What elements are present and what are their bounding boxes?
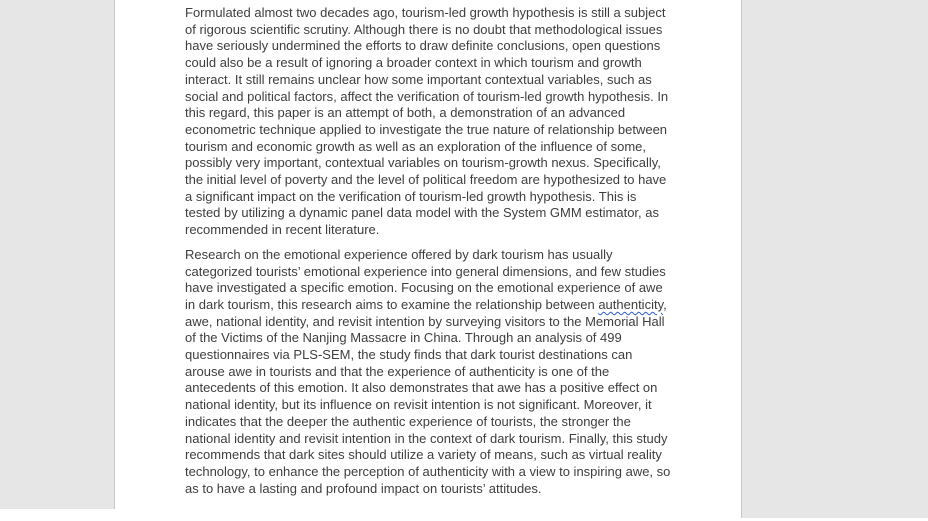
document-page: [115, 0, 741, 521]
grammar-flagged-word: authenticity: [598, 296, 664, 312]
abstract-paragraph-tourism-growth: Formulated almost two decades ago, tourism-led growth hypothesis is still a subject of rigorous scientific scrutiny. Although there is no doubt that methodological issues have seriously undermined the efforts to draw definite conclusions, open questions could also be a result of ignoring a broader context in which tourism and growth interact. It still remains unclear how some important contextual variables, such as social and political factors, affect the verification of tourism-led growth hypothesis. In this regard, this paper is an attempt of both, a demonstration of an advanced econometric technique applied to investigate the true nature of relationship between tourism and economic growth as well as an exploration of the influence of some, possibly very important, contextual variables on tourism-growth nexus. Specifically, the initial level of poverty and the level of political freedom are hypothesized to have a significant impact on the verification of tourism-led growth hypothesis. This is tested by utilizing a dynamic panel data model with the System GMM estimator, as recommended in recent literature.: [185, 5, 669, 238]
abstract-paragraph-dark-tourism: [185, 247, 675, 498]
abstract-text-after-flag: , awe, national identity, and revisit intention by surveying visitors to the Memorial Hall of the Victims of the Nanjing Massacre in China. Through an analysis of 499 questionnaires via PLS-SEM, the study finds that dark tourist destinations can arouse awe in tourists and that the experience of authenticity is one of the antecedents of this emotion. It also demonstrates that awe has a positive effect on national identity, but its influence on revisit intention is not significant. Moreover, it indicates that the deeper the authentic experience of tourists, the stronger the national identity and revisit intention in the context of dark tourism. Finally, this study recommends that dark sites should utilize a variety of means, such as virtual reality technology, to enhance the perception of authenticity with a view to inspiring awe, so as to have a lasting and profound impact on tourists’ attitudes.: [185, 296, 671, 496]
left-gutter: [0, 0, 115, 509]
right-gutter: [741, 0, 928, 518]
abstract-text-before-flag: Research on the emotional experience offered by dark tourism has usually categorized tourists’ emotional experience into general dimensions, and few studies have investigated a specific emotion. Focusing on the emotional experience of awe in dark tourism, this research aims to examine the relationship between: [185, 246, 666, 312]
abstract-text-block: [185, 5, 675, 505]
